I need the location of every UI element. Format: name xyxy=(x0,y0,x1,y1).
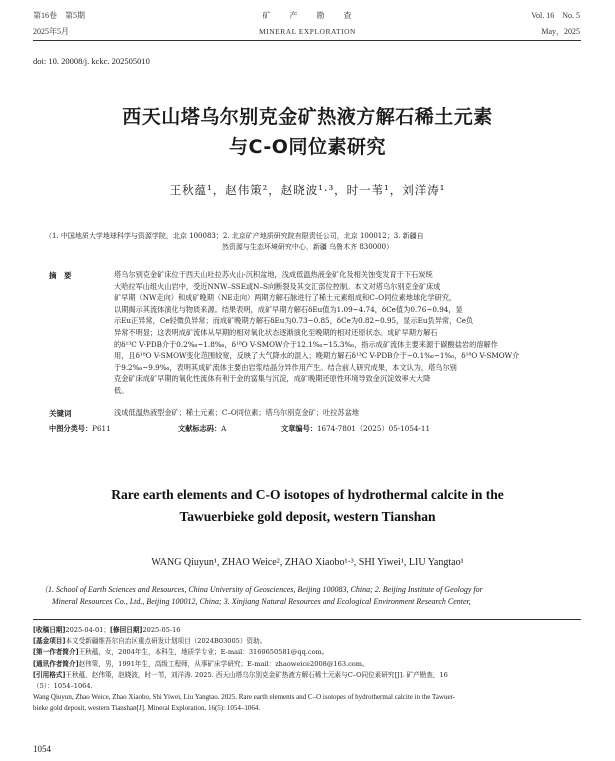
affiliation-en-line2: Mineral Resources Co., Ltd., Beijing 100012, China; 3. Xinjiang Natural Resources and Ecological Environment Research Center, xyxy=(52,597,471,606)
fund-value: 本文受新疆维吾尔自治区重点研发计划项目（2024B03005）资助。 xyxy=(65,637,267,646)
title-en-line1: Rare earth elements and C-O isotopes of hydrothermal calcite in the xyxy=(111,487,504,502)
abstract-line: 矿早期（NW走向）和成矿晚期（NE走向）两期方解石脉进行了稀土元素组成和C–O同位素地球化学研究， xyxy=(114,293,457,303)
abstract-line: 示Eu正异常，Ce轻微负异常；而成矿晚期方解石δEu为0.73~0.85，δCe为0.82~0.95，显示Eu负异常，Ce负 xyxy=(114,316,474,326)
first-author-value: 王秋蕴，女，2004年生，本科生，地质学专业；E-mail：3160650581@qq.com。 xyxy=(78,648,329,657)
abstract-label: 摘 要 xyxy=(49,271,72,280)
revised-label: [修回日期] xyxy=(110,626,143,634)
footnote-first-author xyxy=(33,647,583,658)
footnotes xyxy=(33,625,583,714)
affiliation-cn-line2: 然资源与生态环境研究中心，新疆 乌鲁木齐 830000） xyxy=(221,243,394,251)
abstract-line: 用，且δ¹⁸O V-SMOW变化范围较宽，反映了大气降水的混入；晚期方解石δ¹³C V-PDB介于−0.1‰~1‰，δ¹⁸O V-SMOW介 xyxy=(114,351,520,361)
footnote-rule xyxy=(33,619,581,620)
clc-label: 中图分类号： xyxy=(49,424,93,433)
doc-code-value: A xyxy=(221,424,227,433)
keywords-label: 关键词 xyxy=(49,409,72,418)
article-number xyxy=(281,423,430,434)
footnote-citation xyxy=(33,670,583,681)
header-vol-issue-en: Vol. 16 No. 5 xyxy=(531,11,580,20)
corr-author-label: [通讯作者简介] xyxy=(33,659,79,668)
affiliation-en-line1: （1. School of Earth Sciences and Resources, China University of Geosciences, Beijing 100083, China; 2. Beijing Institute of Geology for xyxy=(40,585,483,594)
keywords-text: 浅成低温热液型金矿；稀土元素；C–O同位素；塔乌尔别克金矿；吐拉苏盆地 xyxy=(114,408,359,417)
cite-label: [引用格式] xyxy=(33,670,66,679)
revised-value: 2025-05-16 xyxy=(142,626,181,634)
footnote-fund xyxy=(33,636,583,647)
doi: doi: 10. 20008/j. kckc. 202505010 xyxy=(33,56,150,66)
citation-en-line1: Wang Qiuyun, Zhao Weice, Zhao Xiaobo, Shi Yiwei, Liu Yangtao. 2025. Rare earth elements and C–O isotopes of hydrothermal calcite in the Tawuer- xyxy=(33,693,456,702)
corr-author-value: 赵伟策，男，1991年生，高级工程师，从事矿床学研究；E-mail：zhaoweice2008@163.com。 xyxy=(78,659,369,668)
abstract-line: 异常不明显；这表明成矿流体从早期的相对氧化状态逐渐演化至晚期的相对还原状态。成矿早期方解石 xyxy=(114,327,438,337)
page-number: 1054 xyxy=(33,744,51,754)
title-cn-line1: 西天山塔乌尔别克金矿热液方解石稀土元素 xyxy=(122,106,493,128)
abstract-line: 于9.2‰~9.9‰，表明其成矿流体主要由岩浆结晶分异作用产生。结合前人研究成果，本文认为，塔乌尔别 xyxy=(114,362,457,372)
fund-label: [基金项目] xyxy=(33,637,66,646)
footnote-corresponding-author xyxy=(33,659,583,670)
first-author-label: [第一作者简介] xyxy=(33,648,79,657)
title-en-line2: Tawuerbieke gold deposit, western Tianshan xyxy=(179,509,436,524)
title-cn-line2: 与C-O同位素研究 xyxy=(229,136,386,158)
abstract-line: 的δ¹³C V-PDB介于0.2‰~1.8‰，δ¹⁸O V-SMOW介于12.1‰~15.3‰，指示成矿流体主要来源于碳酸盐岩的溶解作 xyxy=(114,339,498,349)
header-rule xyxy=(33,40,581,41)
header-date-en: May，2025 xyxy=(541,27,580,36)
authors-cn: 王秋蕴¹，赵伟策²，赵晓波¹·³，时一苇¹，刘洋涛¹ xyxy=(169,183,446,197)
abstract-line: 大哈拉军山组火山岩中，受近NNW–SSE或N–S向断裂及其交汇部位控制。本文对塔乌尔别克金矿床成 xyxy=(114,281,441,291)
article-no-label: 文章编号： xyxy=(281,424,317,433)
header-journal-en: MINERAL EXPLORATION xyxy=(259,27,356,36)
affiliation-cn-line1: （1. 中国地质大学地球科学与资源学院，北京 100083；2. 北京矿产地质研究院有限责任公司，北京 100012；3. 新疆自 xyxy=(45,232,424,240)
abstract-line: 克金矿床成矿早期的氧化性流体有利于金的富集与沉淀，成矿晚期还原性环境导致金沉淀效率大大降 xyxy=(114,374,431,384)
doc-code xyxy=(178,423,226,434)
doc-code-label: 文献标志码： xyxy=(178,424,222,433)
abstract-body xyxy=(114,269,582,397)
clc-code xyxy=(49,423,111,434)
header-vol-issue-cn: 第16卷 第5期 xyxy=(33,11,85,20)
header-date-cn: 2025年5月 xyxy=(33,27,69,36)
footnote-citation-cont: （5）：1054–1064. xyxy=(33,682,93,691)
citation-en-line2: bieke gold deposit, western Tianshan[J]. Mineral Exploration, 16(5): 1054–1064. xyxy=(33,704,261,713)
cite-value-line1: 王秋蕴，赵伟策，赵晓波，时一苇，刘洋涛. 2025. 西天山塔乌尔别克金矿热液方解石稀土元素与C–O同位素研究[J]. 矿产勘查，16 xyxy=(65,670,448,679)
header-journal-cn: 矿 产 勘 查 xyxy=(262,11,353,20)
clc-value: P611 xyxy=(92,424,111,433)
authors-en: WANG Qiuyun¹, ZHAO Weice², ZHAO Xiaobo¹·³, SHI Yiwei¹, LIU Yangtao¹ xyxy=(151,557,464,568)
abstract-line: 以期揭示其流体演化与物质来源。结果表明，成矿早期方解石δEu值为1.09~4.74，δCe值为0.76~0.94，显 xyxy=(114,304,463,314)
abstract-line: 低。 xyxy=(114,385,129,395)
received-value: 2025-04-01； xyxy=(65,626,111,634)
footnote-dates xyxy=(33,625,583,636)
abstract-line: 塔乌尔别克金矿床位于西天山吐拉苏火山-沉积盆地，浅成低温热液金矿化及相关蚀变发育于下石炭统 xyxy=(114,270,433,279)
received-label: [收稿日期] xyxy=(33,626,66,634)
article-no-value: 1674-7801（2025）05-1054-11 xyxy=(316,424,431,433)
